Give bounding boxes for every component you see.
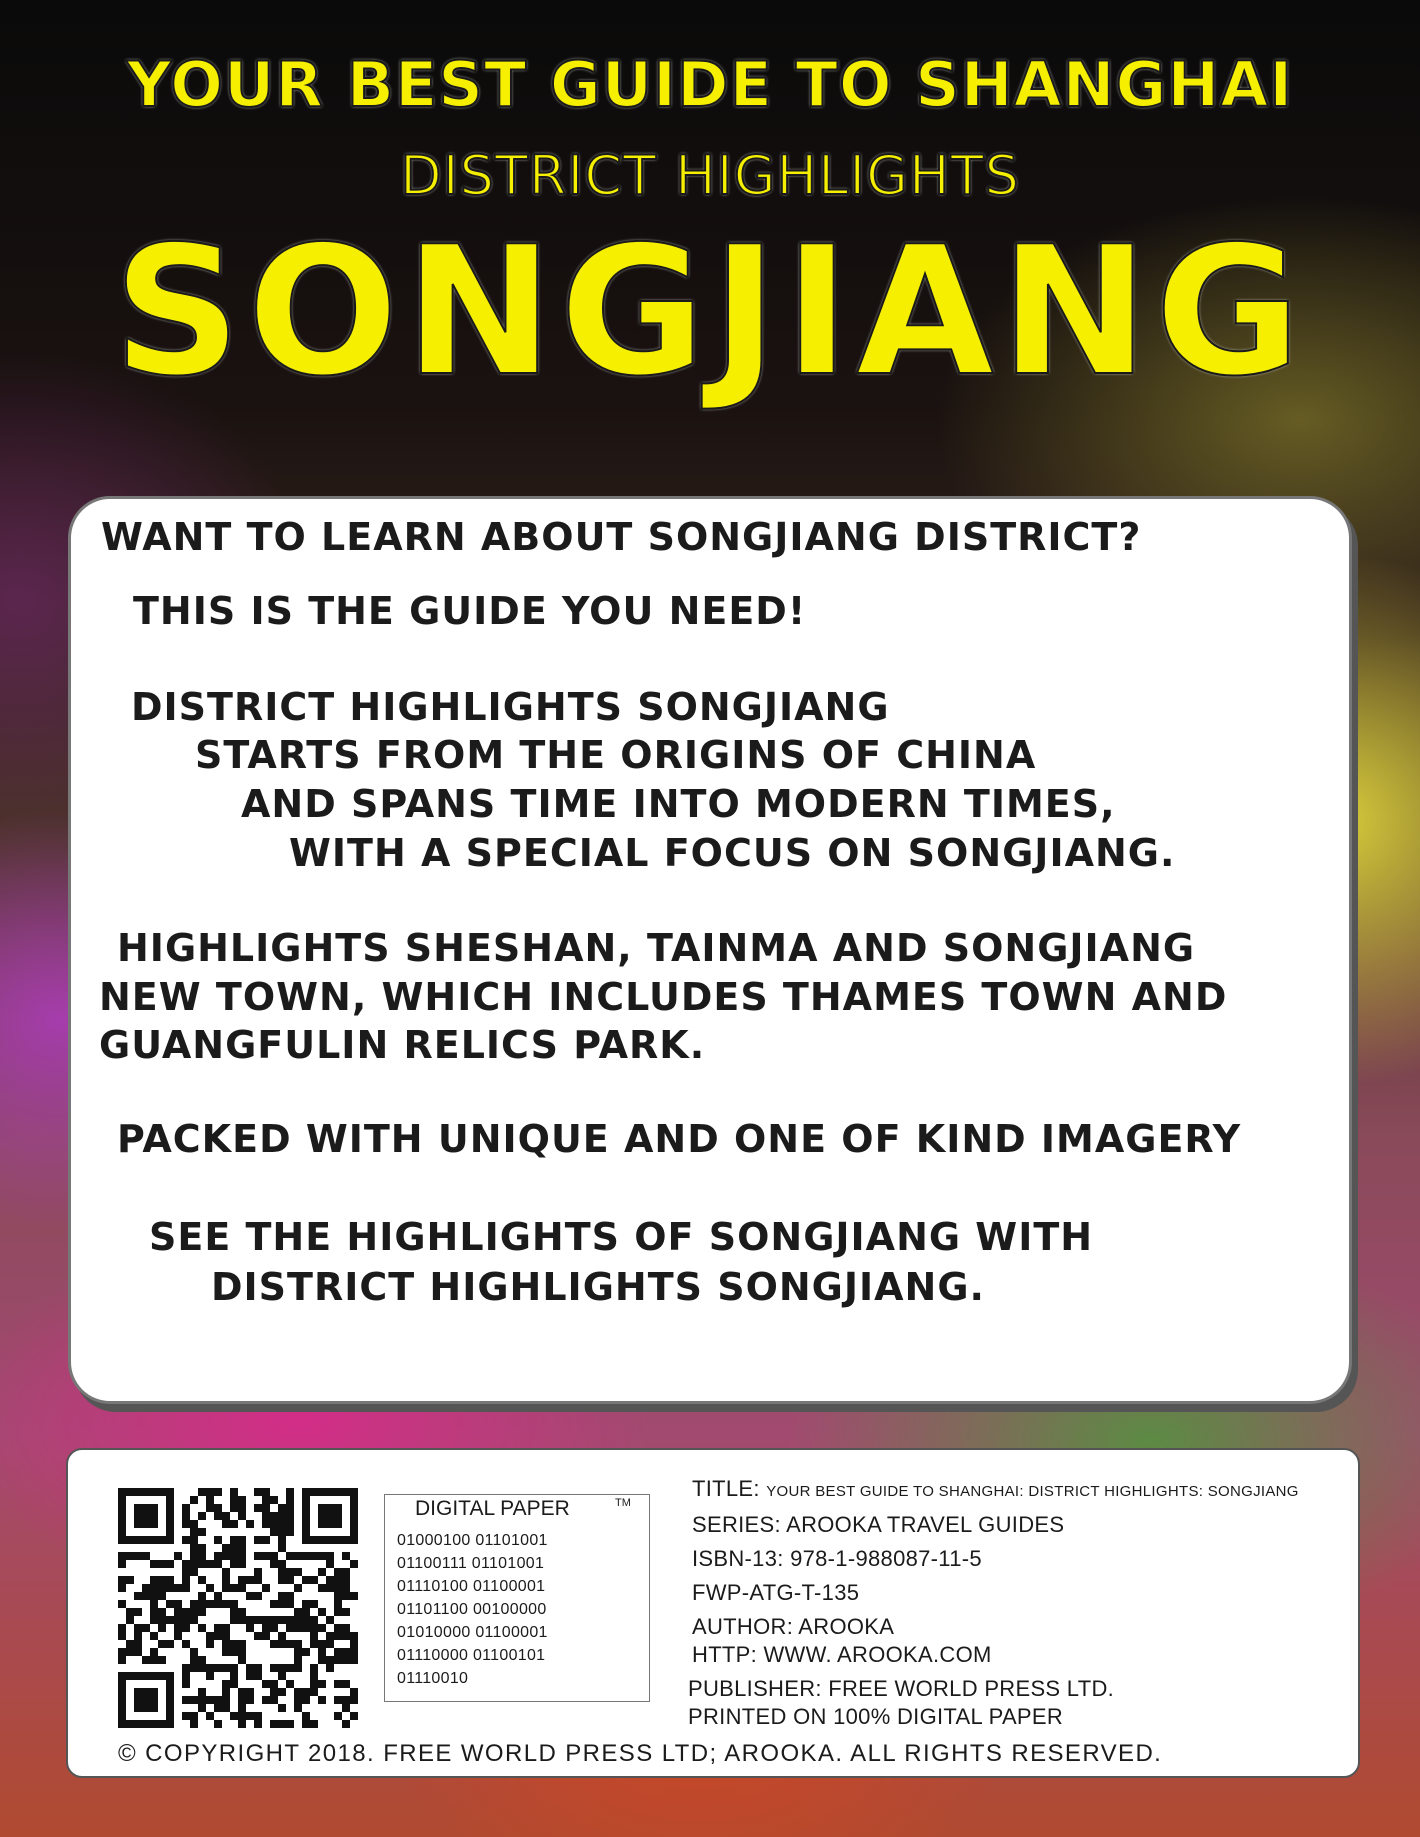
title-label: TITLE: xyxy=(692,1476,760,1501)
binary-line: 01000100 01101001 xyxy=(397,1532,548,1549)
binary-line: 01110000 01100101 xyxy=(397,1647,546,1664)
binary-line: 01101100 00100000 xyxy=(397,1601,547,1618)
binary-line: 01110100 01100001 xyxy=(397,1578,546,1595)
desc-line: NEW TOWN, WHICH INCLUDES THAMES TOWN AND xyxy=(99,975,1228,1019)
binary-line: 01110010 xyxy=(397,1670,469,1687)
desc-line: SEE THE HIGHLIGHTS OF SONGJIANG WITH xyxy=(149,1215,1094,1259)
digital-paper-heading: DIGITAL PAPER xyxy=(415,1497,570,1520)
book-info-panel xyxy=(66,1448,1360,1778)
code-info: FWP-ATG-T-135 xyxy=(692,1580,860,1605)
isbn-info: ISBN-13: 978-1-988087-11-5 xyxy=(692,1546,982,1571)
desc-line: HIGHLIGHTS SHESHAN, TAINMA AND SONGJIANG xyxy=(117,926,1196,970)
desc-line: DISTRICT HIGHLIGHTS SONGJIANG. xyxy=(211,1265,985,1309)
desc-line: GUANGFULIN RELICS PARK. xyxy=(99,1023,706,1067)
binary-line: 01100111 01101001 xyxy=(397,1555,545,1572)
desc-line: STARTS FROM THE ORIGINS OF CHINA xyxy=(195,733,1037,777)
binary-line: 01010000 01100001 xyxy=(397,1624,548,1641)
desc-line: DISTRICT HIGHLIGHTS SONGJIANG xyxy=(131,685,890,729)
desc-line: AND SPANS TIME INTO MODERN TIMES, xyxy=(241,782,1116,826)
desc-line: WITH A SPECIAL FOCUS ON SONGJIANG. xyxy=(289,831,1176,875)
qr-code-icon xyxy=(118,1488,358,1728)
printed-info: PRINTED ON 100% DIGITAL PAPER xyxy=(688,1704,1064,1729)
sub-heading: DISTRICT HIGHLIGHTS xyxy=(400,144,1020,207)
publisher-info: PUBLISHER: FREE WORLD PRESS LTD. xyxy=(688,1676,1115,1701)
desc-line: PACKED WITH UNIQUE AND ONE OF KIND IMAGERY xyxy=(117,1117,1242,1161)
desc-line: WANT TO LEARN ABOUT SONGJIANG DISTRICT? xyxy=(101,515,1142,559)
website-info: HTTP: WWW. AROOKA.COM xyxy=(692,1642,992,1667)
series-info: SERIES: AROOKA TRAVEL GUIDES xyxy=(692,1512,1065,1537)
main-title: SONGJIANG xyxy=(113,208,1307,415)
description-panel xyxy=(68,496,1352,1404)
author-info: AUTHOR: AROOKA xyxy=(692,1614,895,1639)
copyright-notice: © COPYRIGHT 2018. FREE WORLD PRESS LTD; AROOKA. ALL RIGHTS RESERVED. xyxy=(118,1740,1163,1767)
desc-line: THIS IS THE GUIDE YOU NEED! xyxy=(133,589,807,633)
title-value: YOUR BEST GUIDE TO SHANGHAI: DISTRICT HIGHLIGHTS: SONGJIANG xyxy=(766,1483,1299,1500)
title-info xyxy=(692,1476,1299,1502)
binary-list xyxy=(397,1529,548,1690)
digital-paper-panel xyxy=(384,1494,650,1702)
series-heading: YOUR BEST GUIDE TO SHANGHAI xyxy=(126,48,1294,121)
trademark-mark: TM xyxy=(615,1497,631,1509)
